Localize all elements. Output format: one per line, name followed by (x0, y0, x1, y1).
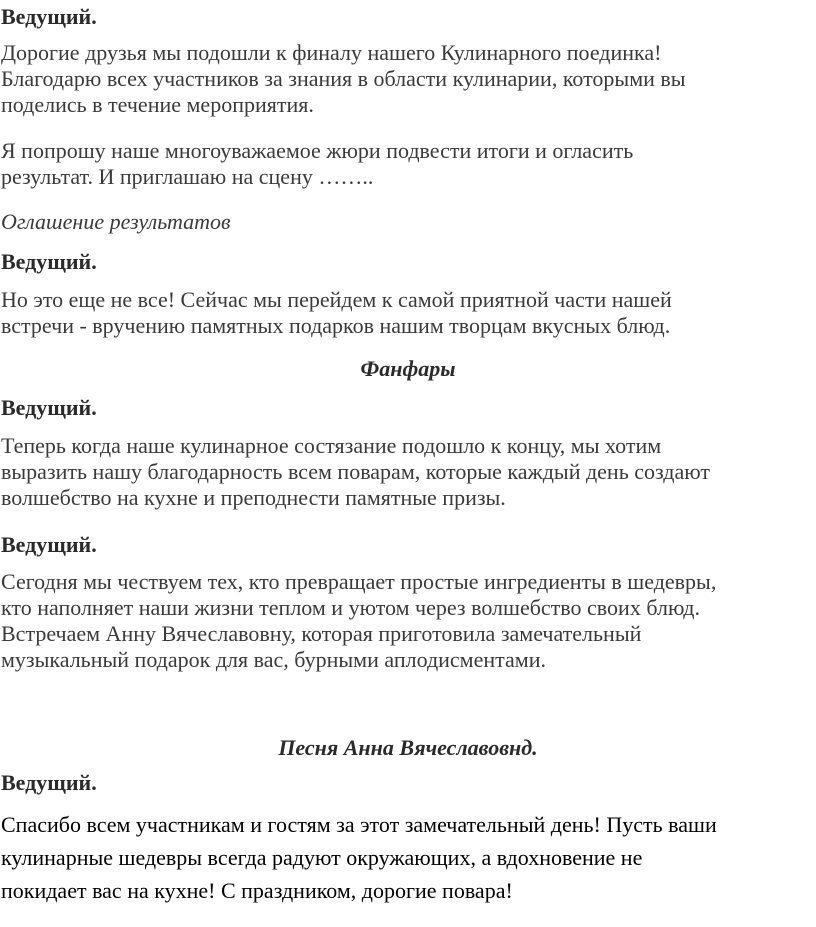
host-speech-closing: Спасибо всем участникам и гостям за этот замечательный день! Пусть ваши кулинарные шедевры всегда радуют окружающих, а вдохновение не покидает вас на кухне! С праздником, дорогие повара! (1, 812, 717, 903)
speaker-label-1: Ведущий. (1, 4, 97, 29)
stage-direction-results: Оглашение результатов (1, 209, 231, 234)
host-speech-opening: Дорогие друзья мы подошли к финалу нашего Кулинарного поединка! Благодарю всех участников за знания в области кулинарии, которыми вы поделись в течение мероприятия. (1, 40, 686, 117)
speaker-label-3: Ведущий. (1, 395, 97, 420)
speaker-label-2: Ведущий. (1, 249, 97, 274)
host-speech-jury: Я попрошу наше многоуважаемое жюри подвести итоги и огласить результат. И приглашаю на сцену …….. (1, 138, 634, 189)
host-speech-thanks-cooks: Теперь когда наше кулинарное состязание подошло к концу, мы хотим выразить нашу благодарность всем поварам, которые каждый день создают волшебство на кухне и преподнести памятные призы. (1, 433, 711, 510)
host-speech-gifts: Но это еще не все! Сейчас мы перейдем к самой приятной части нашей встречи - вручению памятных подарков нашим творцам вкусных блюд. (1, 287, 672, 338)
stage-direction-song: Песня Анна Вячеславовнд. (278, 735, 538, 760)
host-speech-introduce-guest: Сегодня мы чествуем тех, кто превращает простые ингредиенты в шедевры, кто наполняет наши жизни теплом и уютом через волшебство своих блюд. Встречаем Анну Вячеславовну, которая приготовила замечательный музыкальный подарок для вас, бурными аплодисментами. (1, 569, 717, 672)
speaker-label-4: Ведущий. (1, 532, 97, 557)
stage-direction-fanfare: Фанфары (360, 356, 456, 381)
speaker-label-5: Ведущий. (1, 770, 97, 795)
